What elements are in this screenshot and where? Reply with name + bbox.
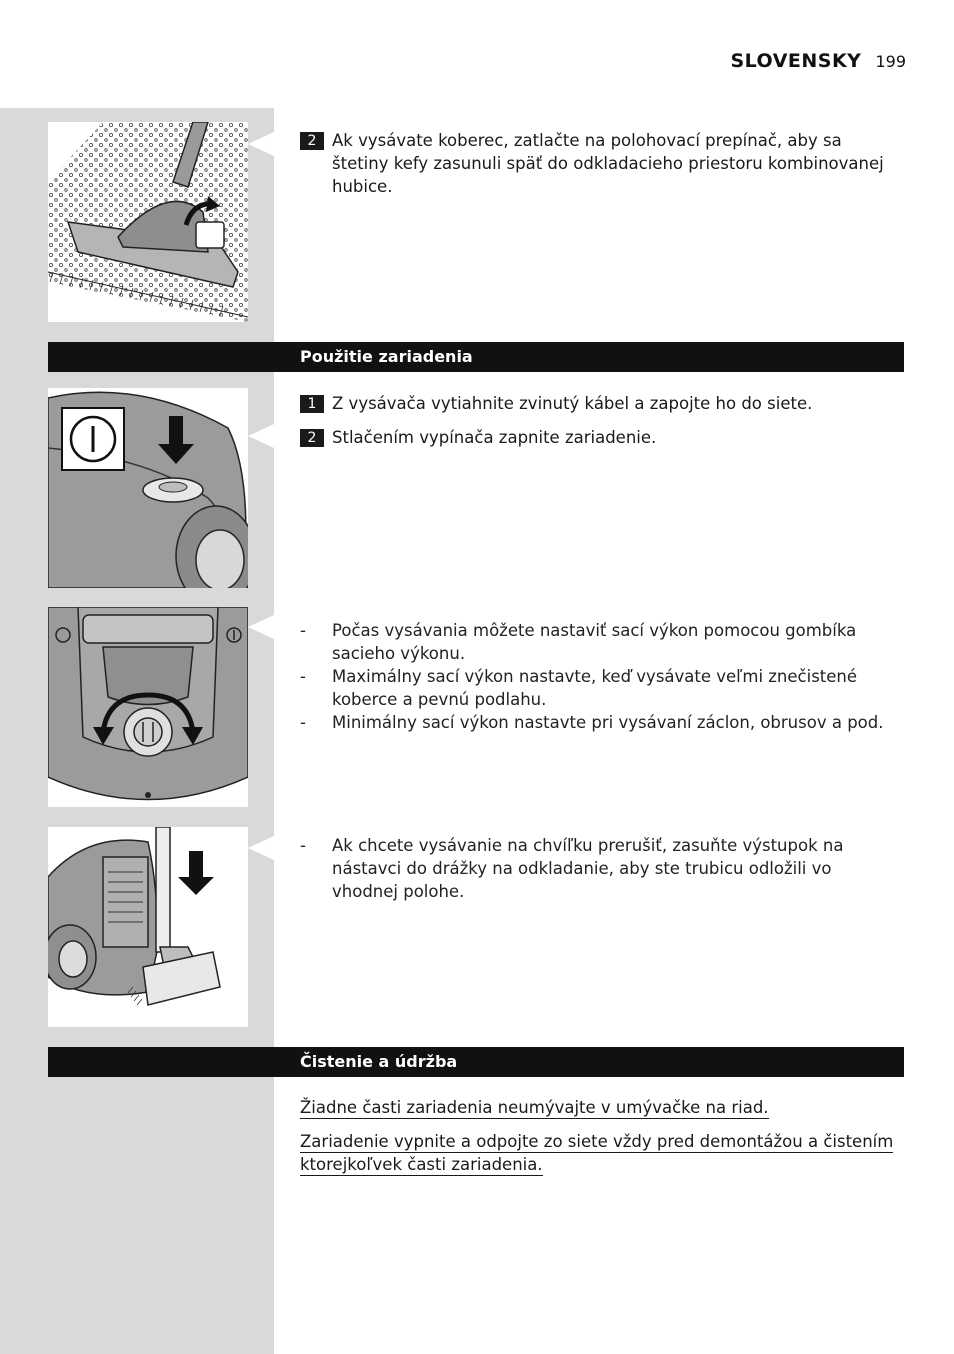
list-item: - Minimálny sací výkon nastavte pri vysávaní záclon, obrusov a pod. xyxy=(300,713,884,732)
page-number: 199 xyxy=(875,52,906,71)
suction-power-knob-illustration xyxy=(48,607,248,807)
page-header xyxy=(730,50,906,72)
step-number: 2 xyxy=(300,429,324,447)
bullet-text: Minimálny sací výkon nastavte pri vysávaní záclon, obrusov a pod. xyxy=(332,713,884,732)
power-switch-illustration xyxy=(48,388,248,588)
illustration-pointer xyxy=(248,132,274,156)
language-label: SLOVENSKY xyxy=(730,50,862,72)
illustration-pointer xyxy=(248,615,274,639)
bullet-text: Maximálny sací výkon nastavte, keď vysávate veľmi znečistené koberce a pevnú podlahu. xyxy=(332,667,858,709)
warning-dishwasher xyxy=(300,1096,900,1119)
section-heading-usage xyxy=(48,342,904,372)
illustration-pointer xyxy=(248,424,274,448)
step-1-unwind-cord xyxy=(300,392,900,415)
suction-power-notes xyxy=(300,619,900,734)
step-number: 2 xyxy=(300,132,324,150)
parking-position-illustration xyxy=(48,827,248,1027)
warning-unplug xyxy=(300,1130,900,1176)
list-item: - Počas vysávania môžete nastaviť sací výkon pomocou gombíka sacieho výkonu. xyxy=(300,621,857,663)
bullet-text: Počas vysávania môžete nastaviť sací výkon pomocou gombíka sacieho výkonu. xyxy=(332,621,857,663)
bullet-text: Ak chcete vysávanie na chvíľku prerušiť, zasuňte výstupok na nástavci do drážky na odkladanie, aby ste trubicu odložili vo vhodnej polohe. xyxy=(332,836,844,901)
step-2-switch-on xyxy=(300,426,900,449)
step-text: Stlačením vypínača zapnite zariadenie. xyxy=(332,428,657,447)
carpet-nozzle-illustration xyxy=(48,122,248,322)
list-item: - Ak chcete vysávanie na chvíľku prerušiť, zasuňte výstupok na nástavci do drážky na odkladanie, aby ste trubicu odložili vo vhodnej polohe. xyxy=(300,836,844,901)
step-text: Z vysávača vytiahnite zvinutý kábel a zapojte ho do siete. xyxy=(332,394,813,413)
list-item: - Maximálny sací výkon nastavte, keď vysávate veľmi znečistené koberce a pevnú podlahu. xyxy=(300,667,858,709)
step-2-carpet xyxy=(300,129,900,198)
section-title: Použitie zariadenia xyxy=(300,347,473,366)
step-number: 1 xyxy=(300,395,324,413)
illustration-pointer xyxy=(248,836,274,860)
section-title: Čistenie a údržba xyxy=(300,1052,458,1071)
parking-notes xyxy=(300,834,900,903)
warning-text: Zariadenie vypnite a odpojte zo siete vždy pred demontážou a čistením ktorejkoľvek časti zariadenia. xyxy=(300,1132,894,1174)
warning-text: Žiadne časti zariadenia neumývajte v umývačke na riad. xyxy=(300,1098,769,1117)
section-heading-cleaning xyxy=(48,1047,904,1077)
step-text: Ak vysávate koberec, zatlačte na polohovací prepínač, aby sa štetiny kefy zasunuli späť do odkladacieho priestoru kombinovanej hubice. xyxy=(332,131,884,196)
